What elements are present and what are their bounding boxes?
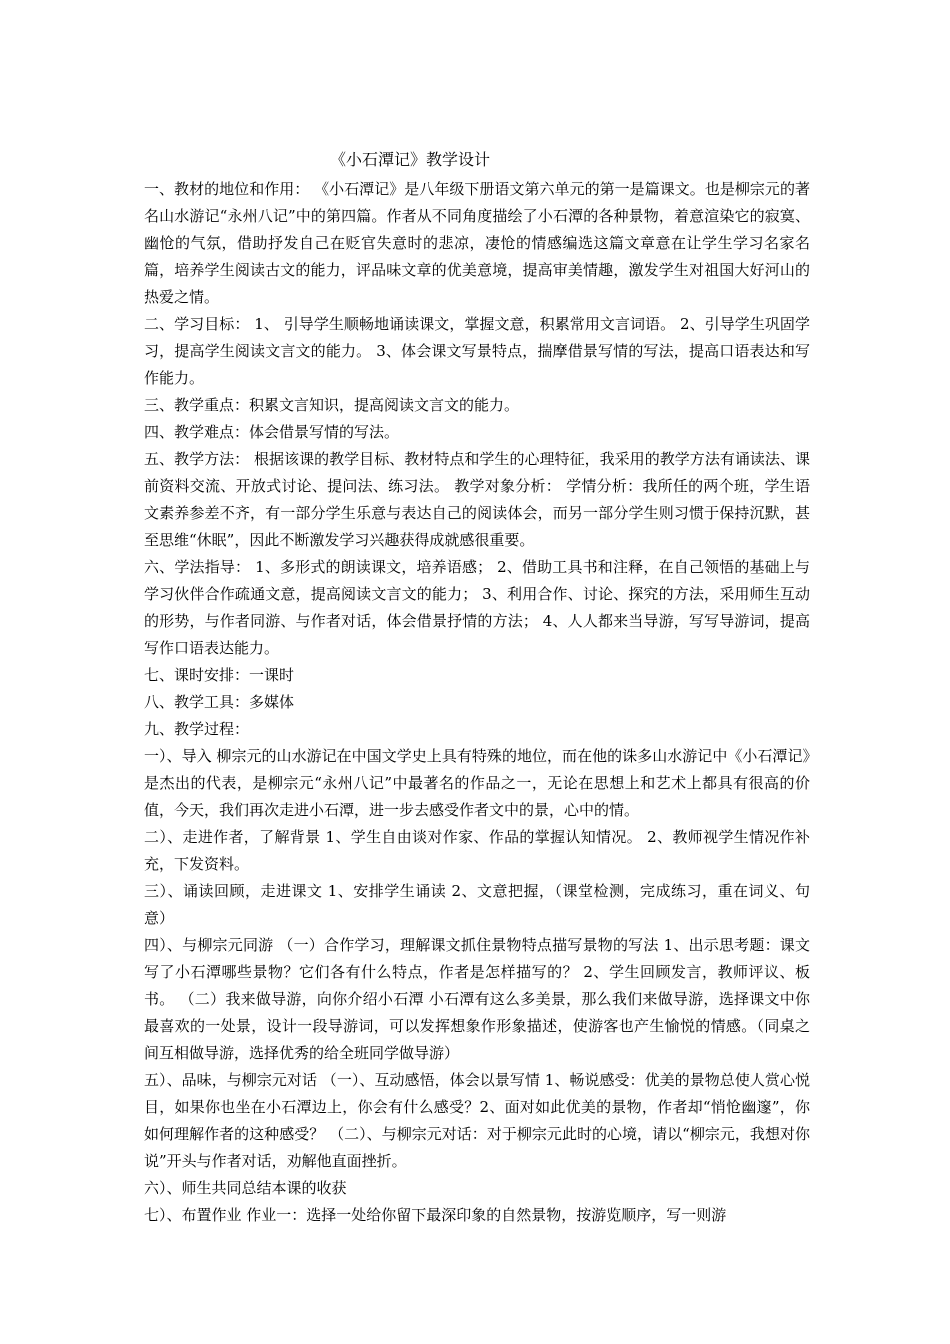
process-step-dialogue-with-author: 五）、品味，与柳宗元对话 （一）、互动感悟，体会以景写情 1、畅说感受：优美的景物总使人赏心悦目，如果你也坐在小石潭边上，你会有什么感受？2、面对如此优美的景物，作者却“悄怆幽邃”，你如何理解作者的这种感受？ （二）、与柳宗元对话：对于柳宗元此时的心境，请以“柳宗元，我想对你说”开头与作者对话，劝解他直面挫折。 [144, 1071, 810, 1170]
process-step-reading-review: 三）、诵读回顾，走进课文 1、安排学生诵读 2、文意把握，（课堂检测，完成练习，重在词义、句意） [144, 882, 810, 927]
section-class-hours: 七、课时安排：一课时 [144, 666, 295, 684]
section-learning-goals: 二、学习目标： 1、 引导学生顺畅地诵读课文，掌握文意，积累常用文言词语。 2、引导学生巩固学习，提高学生阅读文言文的能力。 3、体会课文写景特点，揣摩借景写情的写法，提高口语表达和写作能力。 [144, 315, 810, 387]
document-title: 《小石潭记》教学设计 [329, 150, 490, 169]
document-body [144, 176, 810, 1229]
process-step-summary: 六）、师生共同总结本课的收获 [144, 1179, 347, 1197]
process-step-introduction: 一）、导入 柳宗元的山水游记在中国文学史上具有特殊的地位，而在他的诛多山水游记中《小石潭记》是杰出的代表，是柳宗元“永州八记”中最著名的作品之一，无论在思想上和艺术上都具有很高的价值，今天，我们再次走进小石潭，进一步去感受作者文中的景，心中的情。 [144, 747, 810, 819]
process-step-author-background: 二）、走进作者，了解背景 1、学生自由谈对作家、作品的掌握认知情况。 2、教师视学生情况作补充，下发资料。 [144, 828, 810, 873]
process-step-homework: 七）、布置作业 作业一：选择一处给你留下最深印象的自然景物，按游览顺序，写一则游 [144, 1206, 727, 1224]
section-teaching-tools: 八、教学工具：多媒体 [144, 693, 295, 711]
section-teaching-methods: 五、教学方法： 根据该课的教学目标、教材特点和学生的心理特征，我采用的教学方法有诵读法、课前资料交流、开放式讨论、提问法、练习法。 教学对象分析： 学情分析：我所任的两个班，学生语文素养参差不齐，有一部分学生乐意与表达自己的阅读体会，而另一部分学生则习惯于保持沉默，甚至思维“休眠”，因此不断激发学习兴趣获得成就感很重要。 [144, 450, 810, 549]
section-study-guidance: 六、学法指导： 1、多形式的朗读课文，培养语感； 2、借助工具书和注释，在自己领悟的基础上与学习伙伴合作疏通文意，提高阅读文言文的能力； 3、利用合作、讨论、探究的方法，采用师生互动的形势，与作者同游、与作者对话，体会借景抒情的方法； 4、人人都来当导游，写写导游词，提高写作口语表达能力。 [144, 558, 810, 657]
section-teaching-focus: 三、教学重点：积累文言知识，提高阅读文言文的能力。 [144, 396, 520, 414]
section-teaching-difficulty: 四、教学难点：体会借景写情的写法。 [144, 423, 400, 441]
section-teaching-process: 九、教学过程： [144, 720, 250, 738]
process-step-travel-with-author: 四）、与柳宗元同游 （一）合作学习，理解课文抓住景物特点描写景物的写法 1、出示思考题：课文写了小石潭哪些景物？它们各有什么特点，作者是怎样描写的？ 2、学生回顾发言，教师评议、板书。 （二）我来做导游，向你介绍小石潭 小石潭有这么多美景，那么我们来做导游，选择课文中你最喜欢的一处景，设计一段导游词，可以发挥想象作形象描述，使游客也产生愉悦的情感。（同桌之间互相做导游，选择优秀的给全班同学做导游） [144, 936, 810, 1062]
section-material-role: 一、教材的地位和作用： 《小石潭记》是八年级下册语文第六单元的第一是篇课文。也是柳宗元的著名山水游记“永州八记”中的第四篇。作者从不同角度描绘了小石潭的各种景物，着意渲染它的寂寞、幽怆的气氛，借助抒发自己在贬官失意时的悲凉，凄怆的情感编选这篇文章意在让学生学习名家名篇，培养学生阅读古文的能力，评品味文章的优美意境，提高审美情趣，激发学生对祖国大好河山的热爱之情。 [144, 180, 810, 306]
